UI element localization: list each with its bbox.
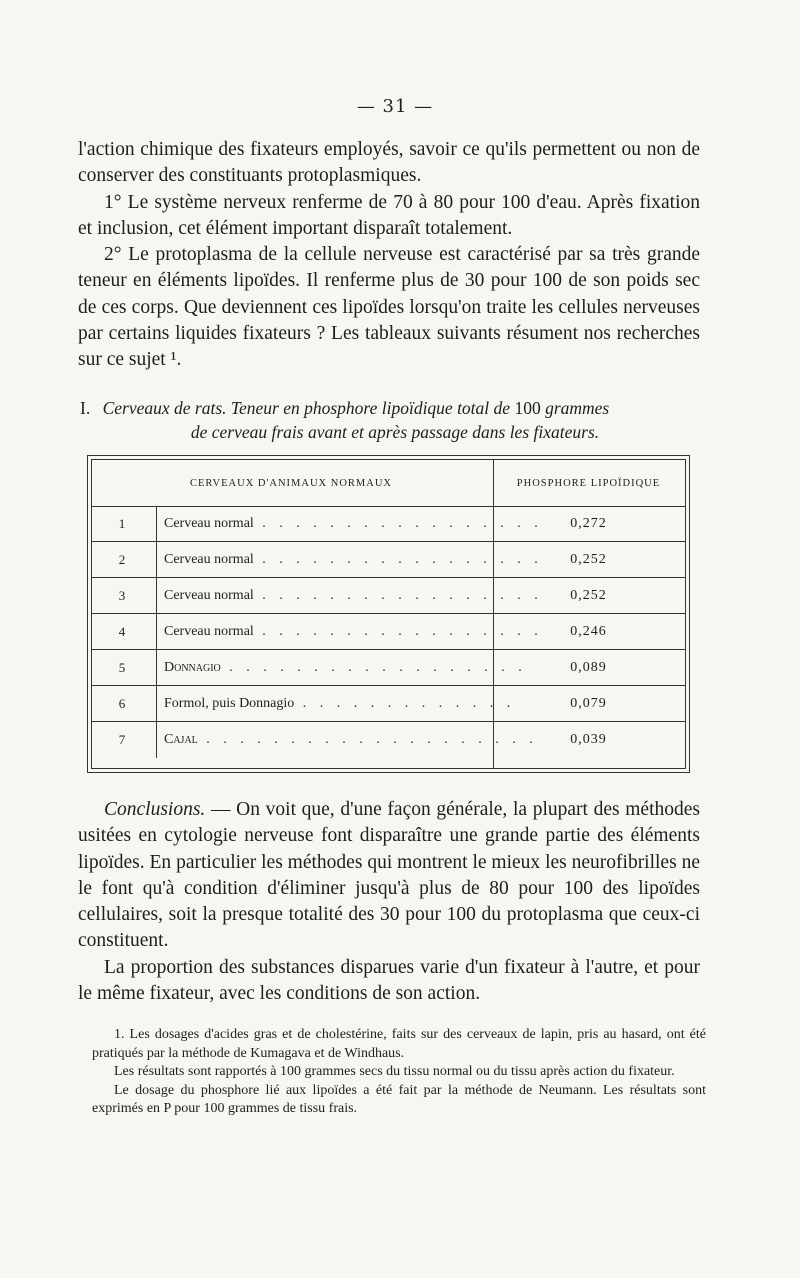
row-label: Cerveau normal . . . . . . . . . . . . . . . . .	[164, 624, 543, 639]
caption-line1-end: grammes	[545, 398, 610, 418]
caption-amount: 100	[514, 398, 541, 418]
footnote-3: Le dosage du phosphore lié aux lipoïdes a été fait par la méthode de Neumann. Les résultats sont exprimés en P pour 100 grammes de tissu frais.	[92, 1082, 706, 1116]
row-index: 2	[118, 552, 126, 567]
intro-paragraph: l'action chimique des fixateurs employés, savoir ce qu'ils permettent ou non de conserver des constituants protoplasmiques.	[78, 139, 700, 187]
footnote-1: 1. Les dosages d'acides gras et de cholestérine, faits sur des cerveaux de lapin, pris au hasard, ont été pratiqués par la méthode de Kumagava et de Windhaus.	[92, 1027, 706, 1061]
row-value: 0,272	[570, 516, 607, 531]
table-body	[92, 506, 685, 768]
caption-number: I.	[80, 398, 91, 418]
row-index: 7	[118, 732, 126, 747]
row-index: 5	[118, 660, 126, 675]
conclusions-heading: Conclusions.	[104, 799, 206, 820]
header-right: PHOSPHORE LIPOÏDIQUE	[516, 478, 661, 489]
row-value: 0,089	[570, 660, 607, 675]
row-value: 0,039	[570, 732, 607, 747]
table-row	[92, 542, 685, 578]
table-row	[92, 650, 685, 686]
point-2: 2° Le protoplasma de la cellule nerveuse est caractérisé par sa très grande teneur en éléments lipoïdes. Il renferme plus de 30 pour 100 de son poids sec de ces corps. Que deviennent ces lipoïdes lorsqu'on traite les cellules nerveuses par certains liquides fixateurs ? Les tableaux suivants résument nos recherches sur ce sujet ¹.	[78, 244, 700, 371]
conclusions-paragraph-2: La proportion des substances disparues varie d'un fixateur à l'autre, et pour le même fixateur, avec les conditions de son action.	[78, 956, 700, 1005]
intro-text	[78, 137, 700, 374]
row-value: 0,079	[570, 696, 607, 711]
table-row	[92, 614, 685, 650]
conclusions-paragraph: Conclusions. — On voit que, d'une façon générale, la plupart des méthodes usitées en cytologie nerveuse font disparaître une grande partie des éléments lipoïdes. En particulier les méthodes qui montrent le mieux les neurofibrilles ne le font qu'à condition d'éliminer jusqu'à plus de 80 pour 100 des lipoïdes cellulaires, soit la presque totalité des 30 pour 100 du protoplasma que ceux-ci constituent.	[78, 799, 700, 952]
table-row	[92, 722, 685, 758]
table-row	[92, 686, 685, 722]
row-label: Cerveau normal . . . . . . . . . . . . . . . . .	[164, 588, 543, 603]
row-index: 1	[118, 516, 126, 531]
table-row	[92, 506, 685, 542]
row-index: 3	[118, 588, 126, 603]
row-index: 6	[118, 696, 126, 711]
page-number: — 31 —	[356, 96, 434, 117]
row-label: Cajal . . . . . . . . . . . . . . . . . . . .	[164, 732, 538, 747]
row-value: 0,252	[570, 552, 607, 567]
table-header	[92, 460, 685, 507]
footnote-2: Les résultats sont rapportés à 100 grammes secs du tissu normal ou du tissu après action du fixateur.	[114, 1064, 675, 1079]
row-value: 0,252	[570, 588, 607, 603]
footnotes	[92, 1026, 706, 1119]
row-label: Donnagio . . . . . . . . . . . . . . . . . .	[164, 660, 527, 675]
header-left: CERVEAUX D'ANIMAUX NORMAUX	[189, 478, 393, 489]
caption-line1: Cerveaux de rats. Teneur en phosphore lipoïdique total de	[102, 398, 511, 418]
row-index: 4	[118, 624, 126, 639]
row-label: Cerveau normal . . . . . . . . . . . . . . . . .	[164, 516, 543, 531]
row-label: Cerveau normal . . . . . . . . . . . . . . . . .	[164, 552, 543, 567]
row-value: 0,246	[570, 624, 607, 639]
table-row	[92, 578, 685, 614]
row-label: Formol, puis Donnagio . . . . . . . . . . . . .	[164, 696, 516, 711]
table-caption	[80, 396, 700, 444]
data-table	[87, 455, 690, 773]
caption-line2: de cerveau frais avant et après passage dans les fixateurs.	[190, 422, 600, 442]
point-1: 1° Le système nerveux renferme de 70 à 80 pour 100 d'eau. Après fixation et inclusion, cet élément important disparaît totalement.	[78, 191, 700, 239]
conclusions-text	[78, 797, 700, 1007]
